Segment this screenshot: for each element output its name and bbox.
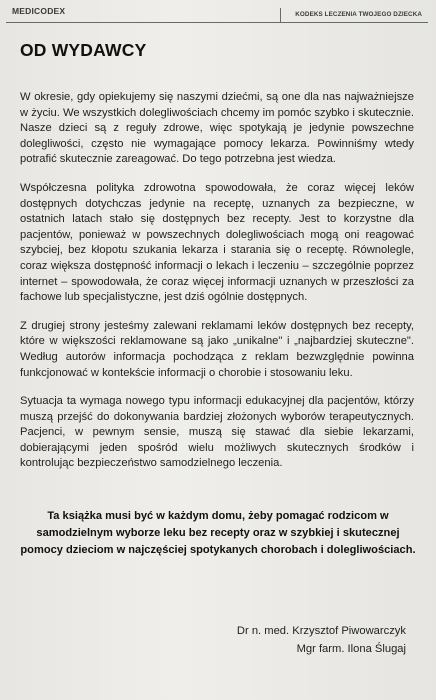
running-head-publisher: MEDICODEX xyxy=(12,6,66,16)
paragraph-3: Z drugiej strony jesteśmy zalewani reklamami leków dostępnych bez recepty, które w większości reklamowane są jako „unikalne" i „najbardziej skuteczne". Według autorów informacja pochodząca z reklam bezwzględnie powinna funkcjonować w kontekście informacji o chorobie i stosowaniu leku. xyxy=(20,319,414,379)
signature-block xyxy=(237,623,406,658)
paragraph-4: Sytuacja ta wymaga nowego typu informacji edukacyjnej dla pacjentów, którzy muszą przejść do dokonywania bardziej złożonych wyborów terapeutycznych. Pacjenci, w pewnym sensie, muszą się stawać dla siebie lekarzami, dobierającymi jeden spośród wielu możliwych skutecznych środków i kontrolując bezpieczeństwo samodzielnego leczenia. xyxy=(20,395,414,470)
signature-author-2: Mgr farm. Ilona Ślugaj xyxy=(296,642,406,655)
header-rule xyxy=(6,22,428,23)
page-title: OD WYDAWCY xyxy=(20,40,147,60)
paragraph-2: Współczesna polityka zdrowotna spowodowała, że coraz więcej leków dostępnych dotychczas jedynie na receptę, uznanych za bezpieczne, w ostatnich latach stało się dostępnych bez recepty. Jest to korzystne dla pacjentów, ponieważ w powszechnych dolegliwościach mogą oni reagować szybciej, bez kłopotu szukania lekarza i starania się o receptę. Równolegle, coraz większa dostępność informacji o lekach i leczeniu – szczególnie poprzez internet – spowodowała, że coraz więcej informacji uznanych w przeszłości za fachowe lub specjalistyczne, jest dziś ogólnie dostępnych. xyxy=(20,181,414,304)
header-divider xyxy=(280,8,281,22)
paragraph-1: W okresie, gdy opiekujemy się naszymi dziećmi, są one dla nas najważniejsze w życiu. We wszystkich dolegliwościach chcemy im pomóc szybko i skutecznie. Nasze dzieci są z reguły zdrowe, więc spotykają je jedynie powszechne dolegliwości, często nie wymagające pomocy lekarza. Powinniśmy wtedy potrafić skutecznie zareagować. Do tego potrzebna jest wiedza. xyxy=(20,91,414,166)
body-text xyxy=(20,90,414,485)
running-head-title: KODEKS LECZENIA TWOJEGO DZIECKA xyxy=(295,11,422,18)
signature-author-1: Dr n. med. Krzysztof Piwowarczyk xyxy=(236,625,406,637)
closing-statement: Ta książka musi być w każdym domu, żeby pomagać rodzicom w samodzielnym wyborze leku bez recepty oraz w szybkiej i skutecznej pomocy dzieciom w najczęściej spotykanych chorobach i dolegliwościach. xyxy=(20,510,416,557)
